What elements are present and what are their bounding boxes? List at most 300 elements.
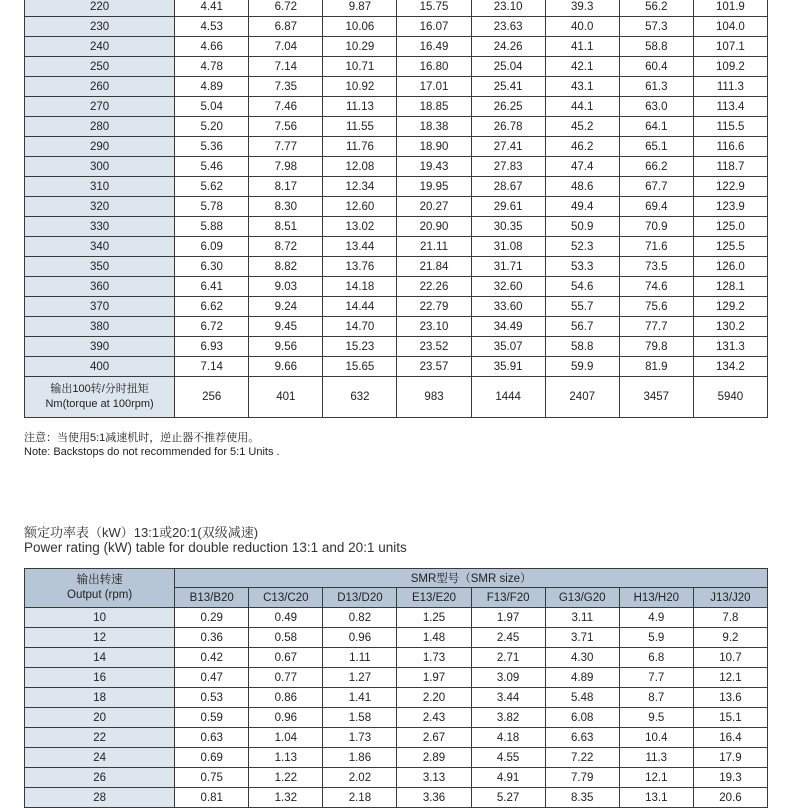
value-cell: 1.97 [397,668,471,688]
value-cell: 130.2 [693,317,767,337]
value-cell: 60.4 [619,57,693,77]
value-cell: 1.32 [249,788,323,808]
table-row [25,337,768,357]
value-cell: 1.41 [323,688,397,708]
table-row [25,748,768,768]
value-cell: 15.75 [397,0,471,17]
value-cell: 71.6 [619,237,693,257]
table-row [25,768,768,788]
value-cell: 56.7 [545,317,619,337]
value-cell: 63.0 [619,97,693,117]
table2-body [25,608,768,808]
value-cell: 0.75 [175,768,249,788]
value-cell: 4.66 [175,37,249,57]
table-row [25,648,768,668]
value-cell: 2.89 [397,748,471,768]
value-cell: 16.80 [397,57,471,77]
value-cell: 6.08 [545,708,619,728]
value-cell: 47.4 [545,157,619,177]
value-cell: 12.1 [693,668,767,688]
value-cell: 11.55 [323,117,397,137]
value-cell: 126.0 [693,257,767,277]
value-cell: 1.22 [249,768,323,788]
value-cell: 16.07 [397,17,471,37]
value-cell: 1.73 [323,728,397,748]
value-cell: 5.62 [175,177,249,197]
value-cell: 9.87 [323,0,397,17]
value-cell: 7.35 [249,77,323,97]
value-cell: 1.97 [471,608,545,628]
value-cell: 3.36 [397,788,471,808]
value-cell: 9.66 [249,357,323,377]
value-cell: 32.60 [471,277,545,297]
value-cell: 56.2 [619,0,693,17]
value-cell: 61.3 [619,77,693,97]
value-cell: 1.13 [249,748,323,768]
table-row [25,57,768,77]
value-cell: 15.1 [693,708,767,728]
value-cell: 7.22 [545,748,619,768]
value-cell: 7.98 [249,157,323,177]
value-cell: 5.36 [175,137,249,157]
value-cell: 14.70 [323,317,397,337]
value-cell: 116.6 [693,137,767,157]
rpm-cell: 18 [25,688,175,708]
value-cell: 79.8 [619,337,693,357]
value-cell: 57.3 [619,17,693,37]
size-header-cell: B13/B20 [175,588,249,608]
value-cell: 10.29 [323,37,397,57]
value-cell: 8.82 [249,257,323,277]
table-row [25,117,768,137]
value-cell: 4.89 [175,77,249,97]
value-cell: 13.1 [619,788,693,808]
smr-size-header: SMR型号（SMR size） [175,569,768,588]
output-rpm-header-cn: 输出转速 [76,574,123,586]
power-rating-table-double [24,568,768,808]
value-cell: 115.5 [693,117,767,137]
value-cell: 19.3 [693,768,767,788]
value-cell: 24.26 [471,37,545,57]
rpm-cell: 260 [25,77,175,97]
power-rating-table-single [24,0,768,418]
value-cell: 17.9 [693,748,767,768]
size-header-cell: J13/J20 [693,588,767,608]
value-cell: 9.03 [249,277,323,297]
torque-value-cell: 256 [175,377,249,418]
value-cell: 27.83 [471,157,545,177]
value-cell: 7.7 [619,668,693,688]
value-cell: 35.91 [471,357,545,377]
torque-value-cell: 3457 [619,377,693,418]
size-header-cell: H13/H20 [619,588,693,608]
table-row [25,357,768,377]
torque-value-cell: 983 [397,377,471,418]
value-cell: 5.78 [175,197,249,217]
value-cell: 42.1 [545,57,619,77]
value-cell: 20.27 [397,197,471,217]
value-cell: 8.51 [249,217,323,237]
value-cell: 7.14 [249,57,323,77]
value-cell: 0.67 [249,648,323,668]
value-cell: 81.9 [619,357,693,377]
table-row [25,217,768,237]
value-cell: 5.88 [175,217,249,237]
value-cell: 113.4 [693,97,767,117]
rpm-cell: 270 [25,97,175,117]
torque-label-cell [25,377,175,418]
value-cell: 10.71 [323,57,397,77]
table-row [25,237,768,257]
value-cell: 26.25 [471,97,545,117]
torque-value-cell: 2407 [545,377,619,418]
rpm-cell: 310 [25,177,175,197]
value-cell: 5.46 [175,157,249,177]
rpm-cell: 24 [25,748,175,768]
value-cell: 65.1 [619,137,693,157]
value-cell: 30.35 [471,217,545,237]
value-cell: 101.9 [693,0,767,17]
value-cell: 7.56 [249,117,323,137]
rpm-cell: 320 [25,197,175,217]
value-cell: 21.84 [397,257,471,277]
table-row [25,97,768,117]
value-cell: 4.18 [471,728,545,748]
table-row [25,277,768,297]
note-cn: 注意：当使用5:1减速机时，逆止器不推荐使用。 [24,432,260,444]
value-cell: 50.9 [545,217,619,237]
value-cell: 0.58 [249,628,323,648]
table-row [25,257,768,277]
value-cell: 2.45 [471,628,545,648]
value-cell: 11.3 [619,748,693,768]
value-cell: 14.18 [323,277,397,297]
value-cell: 6.93 [175,337,249,357]
value-cell: 20.6 [693,788,767,808]
rpm-cell: 340 [25,237,175,257]
value-cell: 70.9 [619,217,693,237]
rpm-cell: 350 [25,257,175,277]
rpm-cell: 380 [25,317,175,337]
value-cell: 19.43 [397,157,471,177]
value-cell: 0.86 [249,688,323,708]
value-cell: 4.78 [175,57,249,77]
rpm-cell: 400 [25,357,175,377]
value-cell: 3.71 [545,628,619,648]
value-cell: 0.96 [323,628,397,648]
size-header-cell: F13/F20 [471,588,545,608]
value-cell: 21.11 [397,237,471,257]
value-cell: 58.8 [545,337,619,357]
value-cell: 64.1 [619,117,693,137]
value-cell: 1.25 [397,608,471,628]
table-row [25,708,768,728]
value-cell: 27.41 [471,137,545,157]
rpm-cell: 230 [25,17,175,37]
value-cell: 0.77 [249,668,323,688]
value-cell: 10.7 [693,648,767,668]
table-row [25,728,768,748]
rpm-cell: 16 [25,668,175,688]
value-cell: 3.44 [471,688,545,708]
value-cell: 5.9 [619,628,693,648]
value-cell: 15.65 [323,357,397,377]
value-cell: 75.6 [619,297,693,317]
value-cell: 66.2 [619,157,693,177]
value-cell: 12.60 [323,197,397,217]
value-cell: 8.35 [545,788,619,808]
value-cell: 134.2 [693,357,767,377]
value-cell: 0.49 [249,608,323,628]
rpm-cell: 28 [25,788,175,808]
value-cell: 43.1 [545,77,619,97]
value-cell: 8.72 [249,237,323,257]
value-cell: 12.08 [323,157,397,177]
value-cell: 1.11 [323,648,397,668]
rpm-cell: 300 [25,157,175,177]
value-cell: 129.2 [693,297,767,317]
table-row [25,137,768,157]
rpm-cell: 20 [25,708,175,728]
value-cell: 12.34 [323,177,397,197]
value-cell: 44.1 [545,97,619,117]
value-cell: 23.52 [397,337,471,357]
value-cell: 29.61 [471,197,545,217]
value-cell: 9.24 [249,297,323,317]
value-cell: 5.48 [545,688,619,708]
value-cell: 4.53 [175,17,249,37]
value-cell: 8.30 [249,197,323,217]
value-cell: 39.3 [545,0,619,17]
value-cell: 2.43 [397,708,471,728]
value-cell: 5.20 [175,117,249,137]
value-cell: 5.27 [471,788,545,808]
value-cell: 10.92 [323,77,397,97]
value-cell: 74.6 [619,277,693,297]
value-cell: 53.3 [545,257,619,277]
value-cell: 2.67 [397,728,471,748]
value-cell: 9.2 [693,628,767,648]
value-cell: 26.78 [471,117,545,137]
value-cell: 10.06 [323,17,397,37]
value-cell: 22.26 [397,277,471,297]
value-cell: 8.17 [249,177,323,197]
value-cell: 23.10 [397,317,471,337]
rpm-cell: 360 [25,277,175,297]
value-cell: 40.0 [545,17,619,37]
torque-label-en: Nm(torque at 100rpm) [45,398,154,410]
value-cell: 0.59 [175,708,249,728]
value-cell: 109.2 [693,57,767,77]
size-header-cell: D13/D20 [323,588,397,608]
rpm-cell: 290 [25,137,175,157]
value-cell: 73.5 [619,257,693,277]
value-cell: 6.8 [619,648,693,668]
value-cell: 23.57 [397,357,471,377]
value-cell: 13.44 [323,237,397,257]
value-cell: 0.36 [175,628,249,648]
value-cell: 111.3 [693,77,767,97]
value-cell: 131.3 [693,337,767,357]
value-cell: 11.13 [323,97,397,117]
value-cell: 0.42 [175,648,249,668]
value-cell: 14.44 [323,297,397,317]
rpm-cell: 12 [25,628,175,648]
value-cell: 6.72 [249,0,323,17]
value-cell: 6.87 [249,17,323,37]
torque-value-cell: 401 [249,377,323,418]
value-cell: 2.20 [397,688,471,708]
value-cell: 59.9 [545,357,619,377]
value-cell: 118.7 [693,157,767,177]
value-cell: 18.90 [397,137,471,157]
value-cell: 25.04 [471,57,545,77]
value-cell: 1.86 [323,748,397,768]
value-cell: 45.2 [545,117,619,137]
size-header-cell: G13/G20 [545,588,619,608]
value-cell: 18.38 [397,117,471,137]
value-cell: 9.5 [619,708,693,728]
table-row [25,177,768,197]
size-header-cell: C13/C20 [249,588,323,608]
value-cell: 0.47 [175,668,249,688]
value-cell: 1.48 [397,628,471,648]
value-cell: 12.1 [619,768,693,788]
value-cell: 128.1 [693,277,767,297]
value-cell: 58.8 [619,37,693,57]
table2-title-en: Power rating (kW) table for double reduction 13:1 and 20:1 units [24,540,407,555]
table2-title-cn: 额定功率表（kW）13:1或20:1(双级减速) [24,525,259,540]
value-cell: 11.76 [323,137,397,157]
value-cell: 7.46 [249,97,323,117]
value-cell: 48.6 [545,177,619,197]
value-cell: 0.96 [249,708,323,728]
table-row [25,688,768,708]
value-cell: 10.4 [619,728,693,748]
value-cell: 31.08 [471,237,545,257]
note-en: Note: Backstops do not recommended for 5:1 Units . [24,446,280,458]
table-row [25,297,768,317]
value-cell: 5.04 [175,97,249,117]
value-cell: 34.49 [471,317,545,337]
value-cell: 28.67 [471,177,545,197]
value-cell: 77.7 [619,317,693,337]
value-cell: 6.30 [175,257,249,277]
value-cell: 13.76 [323,257,397,277]
rpm-cell: 390 [25,337,175,357]
value-cell: 0.82 [323,608,397,628]
value-cell: 7.77 [249,137,323,157]
rpm-cell: 370 [25,297,175,317]
value-cell: 1.58 [323,708,397,728]
value-cell: 125.5 [693,237,767,257]
table-row [25,0,768,17]
value-cell: 4.30 [545,648,619,668]
value-cell: 69.4 [619,197,693,217]
value-cell: 104.0 [693,17,767,37]
value-cell: 13.02 [323,217,397,237]
value-cell: 9.45 [249,317,323,337]
rpm-cell: 22 [25,728,175,748]
value-cell: 0.69 [175,748,249,768]
value-cell: 25.41 [471,77,545,97]
value-cell: 3.13 [397,768,471,788]
value-cell: 4.91 [471,768,545,788]
table-row [25,17,768,37]
value-cell: 9.56 [249,337,323,357]
value-cell: 6.41 [175,277,249,297]
rpm-cell: 330 [25,217,175,237]
value-cell: 7.04 [249,37,323,57]
torque-row [25,377,768,418]
value-cell: 4.55 [471,748,545,768]
value-cell: 1.27 [323,668,397,688]
value-cell: 6.62 [175,297,249,317]
table-row [25,668,768,688]
value-cell: 33.60 [471,297,545,317]
value-cell: 1.04 [249,728,323,748]
rpm-cell: 280 [25,117,175,137]
value-cell: 22.79 [397,297,471,317]
value-cell: 49.4 [545,197,619,217]
output-rpm-header-en: Output (rpm) [67,589,133,601]
value-cell: 31.71 [471,257,545,277]
value-cell: 122.9 [693,177,767,197]
value-cell: 7.79 [545,768,619,788]
torque-value-cell: 5940 [693,377,767,418]
value-cell: 16.4 [693,728,767,748]
value-cell: 123.9 [693,197,767,217]
torque-value-cell: 1444 [471,377,545,418]
value-cell: 3.82 [471,708,545,728]
value-cell: 19.95 [397,177,471,197]
rpm-cell: 10 [25,608,175,628]
value-cell: 54.6 [545,277,619,297]
rpm-cell: 220 [25,0,175,17]
value-cell: 8.7 [619,688,693,708]
value-cell: 6.72 [175,317,249,337]
torque-label-cn: 输出100转/分时扭矩 [50,383,149,395]
size-header-cell: E13/E20 [397,588,471,608]
value-cell: 20.90 [397,217,471,237]
value-cell: 0.63 [175,728,249,748]
value-cell: 2.71 [471,648,545,668]
table-row [25,37,768,57]
value-cell: 107.1 [693,37,767,57]
value-cell: 23.63 [471,17,545,37]
table-row [25,317,768,337]
torque-value-cell: 632 [323,377,397,418]
value-cell: 0.53 [175,688,249,708]
table-row [25,608,768,628]
value-cell: 46.2 [545,137,619,157]
value-cell: 41.1 [545,37,619,57]
value-cell: 4.89 [545,668,619,688]
value-cell: 17.01 [397,77,471,97]
value-cell: 7.14 [175,357,249,377]
value-cell: 52.3 [545,237,619,257]
value-cell: 4.41 [175,0,249,17]
value-cell: 16.49 [397,37,471,57]
value-cell: 2.02 [323,768,397,788]
value-cell: 6.09 [175,237,249,257]
value-cell: 67.7 [619,177,693,197]
value-cell: 55.7 [545,297,619,317]
table-row [25,197,768,217]
table-row [25,77,768,97]
value-cell: 0.81 [175,788,249,808]
value-cell: 3.11 [545,608,619,628]
